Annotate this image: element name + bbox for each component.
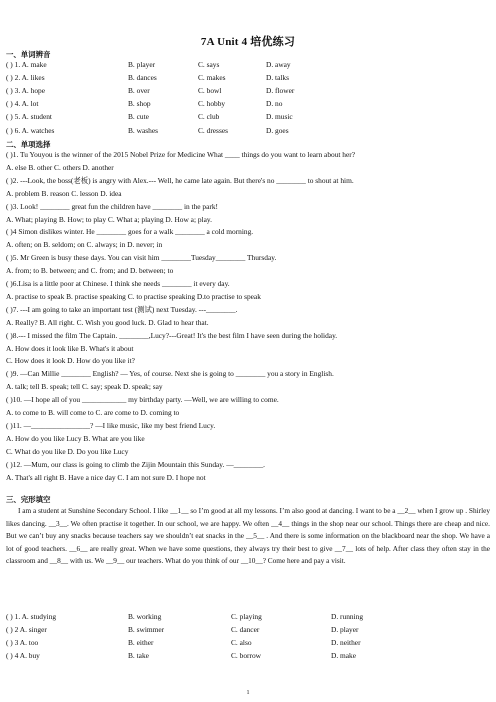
option-num: ( ) 6. A. watches — [6, 125, 55, 135]
option-c: C. bowl — [198, 86, 222, 96]
choice-line: ( )4 Simon dislikes winter. He ________ goes for a walk ________ a cold morning. — [6, 227, 254, 237]
choice-line: A. to come to B. will come to C. are come to D. coming to — [6, 408, 180, 417]
option-d: D. talks — [266, 73, 289, 83]
choice-line: A. often; on B. seldom; on C. always; in D. never; in — [6, 240, 163, 250]
question-row — [6, 86, 490, 95]
option-num: ( ) 1. A. studying — [6, 612, 57, 621]
choice-line: A. That's all right B. Have a nice day C. I am not sure D. I hope not — [6, 472, 206, 482]
choice-line: C. How does it look D. How do you like it? — [6, 356, 135, 366]
question-row — [6, 651, 490, 660]
option-c: C. playing — [231, 612, 262, 621]
question-row — [6, 625, 490, 634]
choice-line: ( )9. —Can Millie ________ English? — Yes, of course. Next she is going to ________ you a story in English. — [6, 369, 334, 379]
option-b: B. over — [128, 86, 150, 96]
question-row — [6, 112, 490, 121]
choice-line: ( )6.Lisa is a little poor at Chinese. I think she needs ________ it every day. — [6, 279, 230, 288]
choice-line: A. talk; tell B. speak; tell C. say; speak D. speak; say — [6, 382, 163, 392]
question-row — [6, 60, 490, 69]
option-b: B. take — [128, 650, 149, 660]
cloze-passage: I am a student at Sunshine Secondary School. I like __1__ so I’m good at all my lessons. I’m also good at dancing. I want to be a __2__ when I grow up . Shirley likes dancing. __3__. We often practise it together. In our school, we are happy. We often __4__ things in the shop near our school. Things there are cheap and nice. But we can’t buy any snacks because teachers say we shouldn’t eat snacks in the __5__ . And there is some information on the blackboard near the shop. We have a lot of good teachers. __6__ are really great. When we have some questions, they always try their best to give __7__ lots of help. After class they often stay in the classroom and __8__ with us. We __9__ our teachers. What do you think of our __10__? Come here and pay a visit. — [6, 506, 490, 566]
choice-line: ( )2. ---Look, the boss(老板) is angry with Alex.--- Well, he came late again. But there's no ________ to shout at him. — [6, 175, 354, 185]
option-num: ( ) 5. A. student — [6, 112, 52, 122]
question-row — [6, 99, 490, 108]
question-row — [6, 638, 490, 647]
option-d: D. no — [266, 99, 283, 109]
option-num: ( ) 2 A. singer — [6, 624, 47, 634]
option-d: D. running — [331, 612, 364, 621]
choice-line: A. from; to B. between; and C. from; and D. between; to — [6, 266, 174, 276]
option-b: B. shop — [128, 99, 151, 109]
option-b: B. working — [128, 612, 162, 621]
option-num: ( ) 2. A. likes — [6, 73, 45, 83]
option-d: D. flower — [266, 86, 295, 96]
choice-line: C. What do you like D. Do you like Lucy — [6, 446, 129, 456]
choice-line: ( )10. —I hope all of you ____________ my birthday party. —Well, we are willing to come. — [6, 395, 279, 405]
option-num: ( ) 1. A. make — [6, 60, 47, 69]
question-row — [6, 126, 490, 135]
worksheet-title: 7A Unit 4 培优练习 — [200, 36, 296, 48]
section-heading-single-choice: 二、单项选择 — [6, 140, 51, 149]
option-b: B. dances — [128, 73, 157, 83]
option-d: D. neither — [331, 637, 361, 647]
option-c: C. club — [198, 112, 220, 122]
choice-line: A. How do you like Lucy B. What are you like — [6, 433, 145, 443]
option-c: C. hobby — [198, 99, 226, 109]
choice-line: ( )12. —Mum, our class is going to climb the Zijin Mountain this Sunday. —________. — [6, 459, 265, 469]
option-d: D. away — [266, 60, 291, 69]
option-d: D. make — [331, 650, 357, 660]
choice-line: ( )1. Tu Youyou is the winner of the 2015 Nobel Prize for Medicine What ____ things do you want to learn about her? — [6, 150, 356, 159]
choice-line: ( )5. Mr Green is busy these days. You can visit him ________Tuesday________ Thursday. — [6, 253, 277, 263]
option-c: C. borrow — [231, 650, 261, 660]
choice-line: A. else B. other C. others D. another — [6, 162, 114, 172]
option-b: B. swimmer — [128, 624, 165, 634]
option-c: C. says — [198, 60, 220, 69]
choice-line: ( )8.--- I missed the film The Captain. ________,Lucy?---Great! It's the best film I have seen during the holiday. — [6, 330, 338, 340]
choice-line: A. Really? B. All right. C. Wish you good luck. D. Glad to hear that. — [6, 317, 209, 327]
option-b: B. cute — [128, 112, 149, 122]
option-b: B. player — [128, 60, 156, 69]
option-c: C. makes — [198, 73, 226, 83]
choice-line: A. problem B. reason C. lesson D. idea — [6, 188, 122, 198]
section-heading-cloze: 三、完形填空 — [6, 495, 51, 504]
choice-line: A. What; playing B. How; to play C. What a; playing D. How a; play. — [6, 214, 212, 224]
option-d: D. goes — [266, 125, 289, 135]
section-heading-phonetics: 一、单词辨音 — [6, 50, 51, 59]
choice-line: A. practise to speak B. practise speaking C. to practise speaking D.to practise to speak — [6, 291, 261, 301]
option-c: C. also — [231, 637, 252, 647]
choice-line: ( )3. Look! ________ great fun the children have ________ in the park! — [6, 201, 219, 211]
question-row — [6, 73, 490, 82]
option-num: ( ) 3. A. hope — [6, 86, 45, 96]
option-c: C. dresses — [198, 125, 228, 135]
option-num: ( ) 4 A. buy — [6, 650, 40, 660]
option-num: ( ) 3 A. too — [6, 637, 39, 647]
option-d: D. player — [331, 624, 359, 634]
option-b: B. either — [128, 637, 154, 647]
choice-line: ( )7. ---I am going to take an important test (测试) next Tuesday. ---________. — [6, 304, 238, 314]
option-d: D. music — [266, 112, 293, 122]
choice-line: ( )11. —________________? —I like music, like my best friend Lucy. — [6, 420, 216, 430]
option-b: B. washes — [128, 125, 158, 135]
page-number: 1 — [246, 690, 250, 696]
option-num: ( ) 4. A. lot — [6, 99, 39, 109]
choice-line: A. How does it look like B. What's it about — [6, 343, 134, 353]
question-row — [6, 612, 490, 621]
option-c: C. dancer — [231, 624, 260, 634]
